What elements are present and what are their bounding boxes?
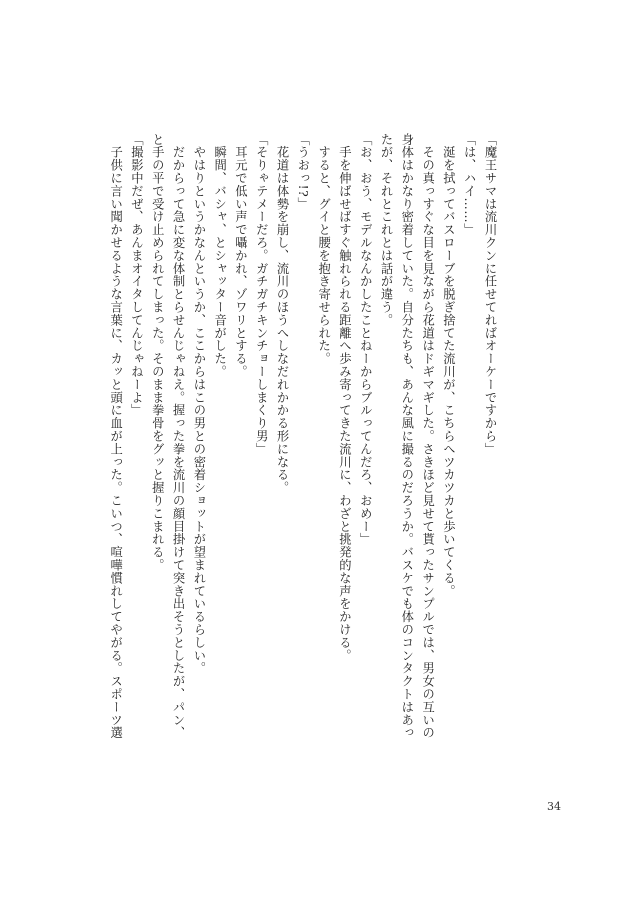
text-line: 「魔王サマは流川クンに任せてればオーケーですから」 xyxy=(483,133,497,456)
text-line: 涎を拭ってバスローブを脱ぎ捨てた流川が、こちらへツカツカと歩いてくる。 xyxy=(441,133,456,598)
text-line: 「は、ハイ……」 xyxy=(462,133,477,237)
vertical-text-body xyxy=(105,133,500,793)
text-line: 「そりゃテメーだろ。ガチガチキンチョーしまくり男」 xyxy=(254,133,269,456)
text-line: 「撮影中だぜ、あんまオイタしてんじゃねーよ」 xyxy=(129,133,144,417)
text-line: 「お、おう、モデルなんかしたことねーからブルってんだろ、おめー」 xyxy=(358,133,373,546)
text-line: 子供に言い聞かせるような言葉に、カッと頭に血が上った。こいつ、喧嘩慣れしてやがる。スポーツ選 xyxy=(108,133,123,740)
text-line: 耳元で低い声で囁かれ、ゾワリとする。 xyxy=(233,133,248,379)
text-line: だからって急に変な体制とらせんじゃねえ。握った拳を流川の顔目掛けて突き出そうとしたが、パン、 xyxy=(171,133,186,740)
text-line: すると、グイと腰を抱き寄せられた。 xyxy=(316,133,331,366)
text-line: やはりというかなんというか、ここからはこの男との密着ショットが望まれているらしい。 xyxy=(191,133,206,675)
text-line: 「うおっ!?」 xyxy=(295,133,310,211)
text-line: 身体はかなり密着していた。自分たちも、あんな風に撮るのだろうか。バスケでも体のコンタクトはあっ xyxy=(399,133,414,740)
text-line: その真っすぐな目を見ながら花道はドギマギした。さきほど見せて貰ったサンプルでは、男女の互いの xyxy=(420,133,435,740)
text-line: 花道は体勢を崩し、流川のほうへしなだれかかる形になる。 xyxy=(275,133,290,495)
text-line: 手を伸ばせばすぐ触れられる距離へ歩み寄ってきた流川に、わざと挑発的な声をかける。 xyxy=(337,133,352,662)
text-line: 瞬間、バシャ、とシャッター音がした。 xyxy=(212,133,227,379)
text-line: たが、それとこれとは話が違う。 xyxy=(379,133,394,327)
text-line: と手の平で受け止められてしまった。そのまま拳骨をグッと握りこまれる。 xyxy=(150,133,165,572)
page-number: 34 xyxy=(547,800,561,813)
